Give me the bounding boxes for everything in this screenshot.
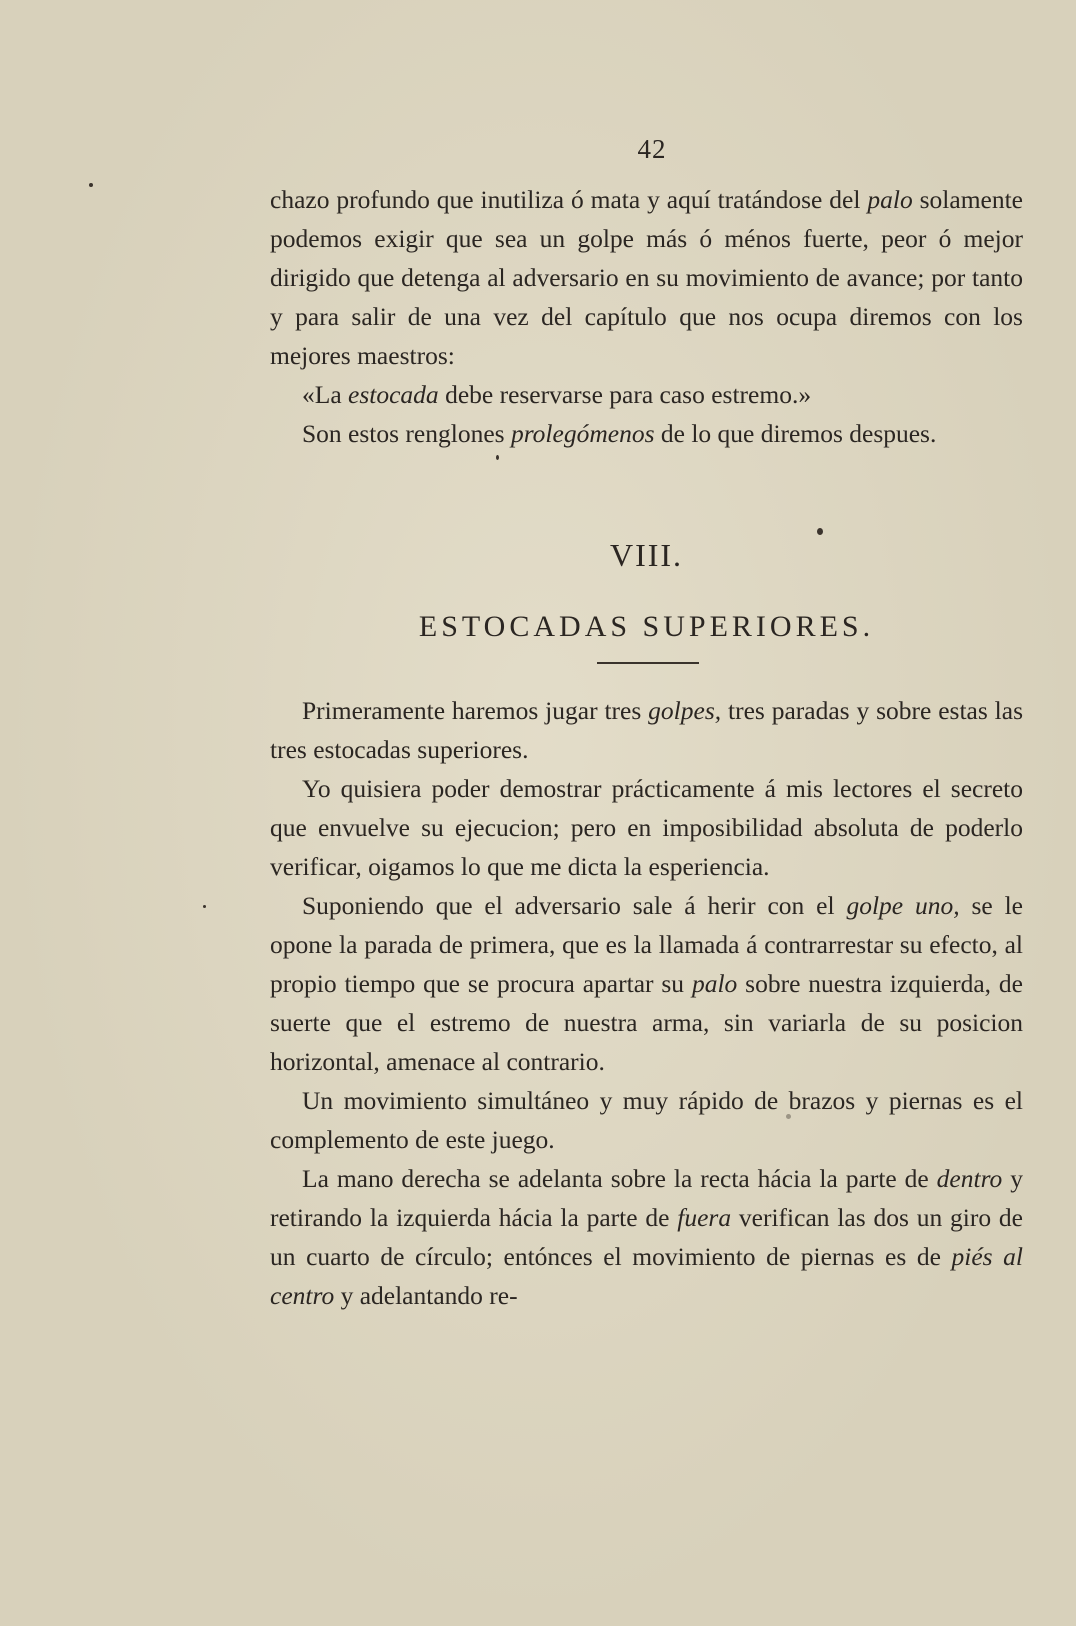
text-run: y retirando la izquierda hácia la parte de (270, 1164, 1024, 1232)
text-run: chazo profundo que inutiliza ó mata y aquí tratándose del (270, 185, 868, 214)
ink-speck (786, 1114, 791, 1119)
text-run: debe reservarse para caso estremo.» (438, 380, 812, 409)
text-run: «La (302, 380, 349, 409)
italic-text: dentro (936, 1164, 1003, 1193)
page-number: 42 (637, 134, 667, 164)
section-title: ESTOCADAS SUPERIORES. (418, 610, 875, 643)
ink-speck (817, 528, 823, 535)
italic-text: prolegómenos (510, 419, 655, 448)
text-run: Yo quisiera poder demostrar prácticamente á mis lectores el secreto que envuelve su ejecucion; pero en imposibilidad absoluta de poderlo verificar, oigamos lo que me dicta la esperiencia. (270, 774, 1023, 881)
italic-text: golpes, (648, 696, 722, 725)
text-run: tres paradas y sobre estas las tres estocadas superiores. (270, 696, 1023, 764)
ink-speck (496, 455, 499, 460)
ink-speck (89, 183, 93, 187)
italic-text: palo (867, 185, 913, 214)
paragraph (270, 180, 1023, 375)
section-text-block (270, 691, 1023, 1315)
text-run: sobre nuestra izquierda, de suerte que el estremo de nuestra arma, sin variarla de su posicion horizontal, amenace al contrario. (270, 969, 1023, 1076)
text-run: La mano derecha se adelanta sobre la recta hácia la parte de (302, 1164, 937, 1193)
italic-text: estocada (348, 380, 439, 409)
italic-text: golpe uno, (846, 891, 960, 920)
text-run: Suponiendo que el adversario sale á herir con el (302, 891, 847, 920)
text-run: Son estos renglones (302, 419, 511, 448)
text-run: se le opone la parada de primera, que es la llamada á contrarrestar su efecto, al propio tiempo que se procura apartar su (270, 891, 1023, 998)
text-run: verifican las dos un giro de un cuarto de círculo; entónces el movimiento de piernas es de (270, 1203, 1023, 1271)
paragraph (270, 886, 1023, 1081)
text-run: de lo que diremos despues. (654, 419, 937, 448)
paragraph (270, 375, 1023, 414)
text-run: solamente podemos exigir que sea un golpe más ó ménos fuerte, peor ó mejor dirigido que detenga al adversario en su movimiento de avance; por tanto y para salir de una vez del capítulo que nos ocupa diremos con los mejores maestros: (270, 185, 1023, 370)
ink-speck (203, 905, 206, 908)
paragraph (270, 769, 1023, 886)
title-rule-divider (597, 662, 699, 664)
section-number: VIII. (609, 537, 684, 573)
text-run: Un movimiento simultáneo y muy rápido de brazos y piernas es el complemento de este juego. (270, 1086, 1023, 1154)
italic-text: fuera (677, 1203, 732, 1232)
text-run: Primeramente haremos jugar tres (302, 696, 649, 725)
paragraph (270, 1159, 1023, 1315)
top-text-block (270, 180, 1023, 453)
paragraph (270, 691, 1023, 769)
italic-text: palo (691, 969, 738, 998)
paragraph (270, 1081, 1023, 1159)
paragraph (270, 414, 1023, 453)
text-run: y adelantando re- (334, 1281, 518, 1310)
italic-text: piés al centro (270, 1242, 1023, 1310)
